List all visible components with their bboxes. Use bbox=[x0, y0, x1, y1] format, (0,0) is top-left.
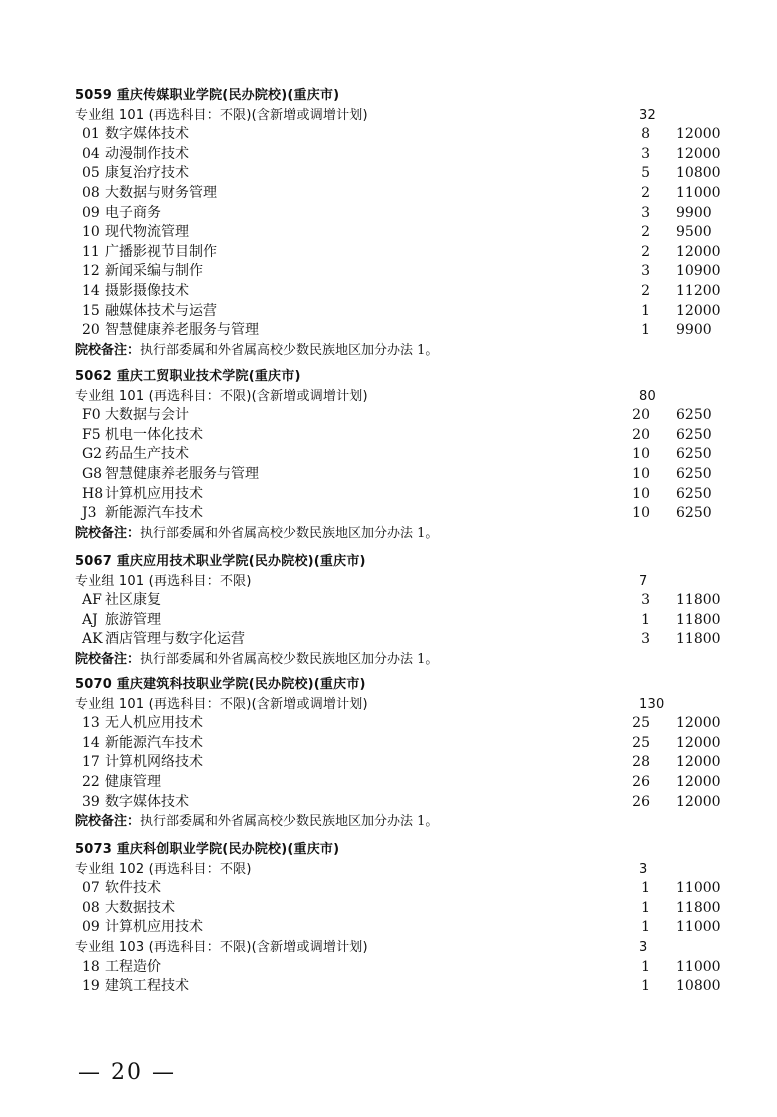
major-row bbox=[75, 958, 735, 978]
college-note bbox=[75, 812, 735, 832]
major-code: 20 bbox=[82, 322, 100, 339]
major-group bbox=[75, 938, 735, 958]
major-row bbox=[75, 485, 735, 505]
major-name: 新能源汽车技术 bbox=[105, 505, 203, 522]
major-row bbox=[75, 204, 735, 224]
major-fee: 11800 bbox=[676, 899, 721, 916]
note-text: 执行部委属和外省属高校少数民族地区加分办法 1。 bbox=[140, 814, 439, 830]
major-count: 20 bbox=[632, 407, 650, 424]
major-fee: 11000 bbox=[676, 184, 721, 201]
college-note bbox=[75, 650, 735, 670]
group-count: 3 bbox=[639, 939, 648, 955]
note-text: 执行部委属和外省属高校少数民族地区加分办法 1。 bbox=[140, 651, 439, 667]
major-count: 25 bbox=[632, 734, 650, 751]
major-name: 康复治疗技术 bbox=[105, 165, 189, 182]
major-group bbox=[75, 387, 735, 407]
major-row bbox=[75, 282, 735, 302]
college-header: 5062 重庆工贸职业技术学院(重庆市) bbox=[75, 369, 301, 384]
major-code: 07 bbox=[82, 880, 100, 897]
major-code: 09 bbox=[82, 919, 100, 936]
major-name: 旅游管理 bbox=[105, 611, 161, 628]
major-row bbox=[75, 465, 735, 485]
major-row bbox=[75, 918, 735, 938]
group-count: 3 bbox=[639, 861, 648, 877]
major-row bbox=[75, 262, 735, 282]
group-name: 专业组 101 (再选科目：不限)(含新增或调增计划) bbox=[75, 696, 368, 712]
major-row bbox=[75, 591, 735, 611]
major-fee: 9900 bbox=[676, 204, 712, 221]
college-header: 5059 重庆传媒职业学院(民办院校)(重庆市) bbox=[75, 88, 340, 103]
major-code: 04 bbox=[82, 145, 100, 162]
major-name: 大数据与财务管理 bbox=[105, 184, 217, 201]
major-row bbox=[75, 714, 735, 734]
major-fee: 10800 bbox=[676, 165, 721, 182]
major-name: 酒店管理与数字化运营 bbox=[105, 631, 245, 648]
major-row bbox=[75, 445, 735, 465]
major-fee: 12000 bbox=[676, 734, 721, 751]
major-code: 14 bbox=[82, 282, 100, 299]
group-count: 32 bbox=[639, 107, 656, 123]
major-row bbox=[75, 899, 735, 919]
group-count: 130 bbox=[639, 696, 665, 712]
major-fee: 12000 bbox=[676, 243, 721, 260]
major-fee: 9900 bbox=[676, 322, 712, 339]
major-name: 计算机网络技术 bbox=[105, 754, 203, 771]
major-count: 10 bbox=[632, 465, 650, 482]
major-fee: 11800 bbox=[676, 611, 721, 628]
major-row bbox=[75, 125, 735, 145]
major-name: 机电一体化技术 bbox=[105, 426, 203, 443]
major-fee: 9500 bbox=[676, 224, 712, 241]
major-count: 5 bbox=[641, 165, 650, 182]
major-fee: 12000 bbox=[676, 302, 721, 319]
major-name: 工程造价 bbox=[105, 958, 161, 975]
major-code: 11 bbox=[82, 243, 100, 260]
major-code: 09 bbox=[82, 204, 100, 221]
major-fee: 12000 bbox=[676, 715, 721, 732]
major-count: 10 bbox=[632, 485, 650, 502]
major-code: F0 bbox=[82, 407, 101, 424]
major-name: 社区康复 bbox=[105, 592, 161, 609]
group-name: 专业组 101 (再选科目：不限)(含新增或调增计划) bbox=[75, 388, 368, 404]
major-group bbox=[75, 106, 735, 126]
major-fee: 6250 bbox=[676, 505, 712, 522]
major-row bbox=[75, 426, 735, 446]
major-code: 13 bbox=[82, 715, 100, 732]
major-name: 计算机应用技术 bbox=[105, 485, 203, 502]
note-label: 院校备注： bbox=[75, 342, 141, 358]
major-fee: 10800 bbox=[676, 978, 721, 995]
major-count: 2 bbox=[641, 282, 650, 299]
major-name: 无人机应用技术 bbox=[105, 715, 203, 732]
major-count: 2 bbox=[641, 184, 650, 201]
major-count: 1 bbox=[641, 958, 650, 975]
major-fee: 12000 bbox=[676, 773, 721, 790]
note-label: 院校备注： bbox=[75, 651, 141, 667]
major-code: 10 bbox=[82, 224, 100, 241]
major-fee: 11000 bbox=[676, 958, 721, 975]
major-code: G8 bbox=[82, 465, 103, 482]
major-count: 3 bbox=[641, 631, 650, 648]
group-name: 专业组 102 (再选科目：不限) bbox=[75, 861, 252, 877]
group-name: 专业组 101 (再选科目：不限)(含新增或调增计划) bbox=[75, 107, 368, 123]
major-code: 22 bbox=[82, 773, 100, 790]
college-block-5062 bbox=[75, 367, 735, 543]
major-code: 14 bbox=[82, 734, 100, 751]
major-code: J3 bbox=[82, 505, 97, 522]
major-row bbox=[75, 977, 735, 997]
group-count: 7 bbox=[639, 573, 648, 589]
major-count: 1 bbox=[641, 919, 650, 936]
major-code: AJ bbox=[82, 611, 98, 628]
note-label: 院校备注： bbox=[75, 525, 141, 541]
major-count: 28 bbox=[632, 754, 650, 771]
major-count: 1 bbox=[641, 899, 650, 916]
major-row bbox=[75, 793, 735, 813]
major-row bbox=[75, 504, 735, 524]
major-fee: 11000 bbox=[676, 919, 721, 936]
major-code: 17 bbox=[82, 754, 100, 771]
major-group bbox=[75, 860, 735, 880]
major-fee: 6250 bbox=[676, 407, 712, 424]
major-row bbox=[75, 611, 735, 631]
group-count: 80 bbox=[639, 388, 656, 404]
major-name: 电子商务 bbox=[105, 204, 161, 221]
major-code: H8 bbox=[82, 485, 104, 502]
major-count: 1 bbox=[641, 322, 650, 339]
college-header: 5070 重庆建筑科技职业学院(民办院校)(重庆市) bbox=[75, 677, 366, 692]
major-fee: 11200 bbox=[676, 282, 721, 299]
major-code: 08 bbox=[82, 184, 100, 201]
major-count: 1 bbox=[641, 611, 650, 628]
major-row bbox=[75, 753, 735, 773]
major-name: 建筑工程技术 bbox=[105, 978, 189, 995]
major-name: 智慧健康养老服务与管理 bbox=[105, 465, 259, 482]
major-fee: 12000 bbox=[676, 754, 721, 771]
major-row bbox=[75, 302, 735, 322]
major-code: G2 bbox=[82, 446, 103, 463]
major-code: 08 bbox=[82, 899, 100, 916]
major-name: 软件技术 bbox=[105, 880, 161, 897]
major-group bbox=[75, 695, 735, 715]
major-code: 18 bbox=[82, 958, 100, 975]
major-name: 药品生产技术 bbox=[105, 446, 189, 463]
page-number: — 20 — bbox=[78, 1060, 176, 1085]
major-count: 1 bbox=[641, 880, 650, 897]
college-header: 5073 重庆科创职业学院(民办院校)(重庆市) bbox=[75, 842, 340, 857]
major-count: 8 bbox=[641, 126, 650, 143]
major-fee: 6250 bbox=[676, 426, 712, 443]
major-name: 大数据技术 bbox=[105, 899, 175, 916]
major-code: 01 bbox=[82, 126, 100, 143]
major-row bbox=[75, 243, 735, 263]
major-fee: 11800 bbox=[676, 592, 721, 609]
major-count: 26 bbox=[632, 793, 650, 810]
major-name: 大数据与会计 bbox=[105, 407, 189, 424]
major-name: 广播影视节目制作 bbox=[105, 243, 217, 260]
major-count: 3 bbox=[641, 263, 650, 280]
major-fee: 6250 bbox=[676, 446, 712, 463]
major-name: 新能源汽车技术 bbox=[105, 734, 203, 751]
major-row bbox=[75, 184, 735, 204]
major-fee: 11000 bbox=[676, 880, 721, 897]
note-text: 执行部委属和外省属高校少数民族地区加分办法 1。 bbox=[140, 342, 439, 358]
major-fee: 10900 bbox=[676, 263, 721, 280]
major-row bbox=[75, 145, 735, 165]
major-name: 摄影摄像技术 bbox=[105, 282, 189, 299]
major-name: 数字媒体技术 bbox=[105, 126, 189, 143]
major-name: 新闻采编与制作 bbox=[105, 263, 203, 280]
major-count: 1 bbox=[641, 978, 650, 995]
major-code: 05 bbox=[82, 165, 100, 182]
major-count: 10 bbox=[632, 446, 650, 463]
major-row bbox=[75, 406, 735, 426]
major-count: 10 bbox=[632, 505, 650, 522]
note-label: 院校备注： bbox=[75, 814, 141, 830]
major-group bbox=[75, 572, 735, 592]
major-name: 计算机应用技术 bbox=[105, 919, 203, 936]
major-row bbox=[75, 879, 735, 899]
major-fee: 11800 bbox=[676, 631, 721, 648]
major-count: 2 bbox=[641, 224, 650, 241]
major-count: 3 bbox=[641, 145, 650, 162]
group-name: 专业组 103 (再选科目：不限)(含新增或调增计划) bbox=[75, 939, 368, 955]
major-fee: 6250 bbox=[676, 485, 712, 502]
major-fee: 6250 bbox=[676, 465, 712, 482]
note-text: 执行部委属和外省属高校少数民族地区加分办法 1。 bbox=[140, 525, 439, 541]
major-name: 健康管理 bbox=[105, 773, 161, 790]
major-count: 3 bbox=[641, 204, 650, 221]
major-code: 19 bbox=[82, 978, 100, 995]
major-fee: 12000 bbox=[676, 126, 721, 143]
major-count: 1 bbox=[641, 302, 650, 319]
major-row bbox=[75, 734, 735, 754]
college-note bbox=[75, 341, 735, 361]
major-row bbox=[75, 164, 735, 184]
major-code: AF bbox=[82, 592, 102, 609]
major-row bbox=[75, 321, 735, 341]
major-name: 现代物流管理 bbox=[105, 224, 189, 241]
major-code: 12 bbox=[82, 263, 100, 280]
major-fee: 12000 bbox=[676, 793, 721, 810]
college-header: 5067 重庆应用技术职业学院(民办院校)(重庆市) bbox=[75, 554, 366, 569]
major-code: AK bbox=[82, 631, 103, 648]
major-count: 2 bbox=[641, 243, 650, 260]
college-block-5059 bbox=[75, 86, 735, 360]
major-row bbox=[75, 630, 735, 650]
major-count: 25 bbox=[632, 715, 650, 732]
major-code: F5 bbox=[82, 426, 101, 443]
major-name: 智慧健康养老服务与管理 bbox=[105, 322, 259, 339]
major-name: 动漫制作技术 bbox=[105, 145, 189, 162]
college-block-5070 bbox=[75, 675, 735, 832]
college-block-5067 bbox=[75, 552, 735, 670]
major-count: 26 bbox=[632, 773, 650, 790]
college-note bbox=[75, 524, 735, 544]
major-code: 15 bbox=[82, 302, 100, 319]
college-block-5073 bbox=[75, 840, 735, 997]
major-name: 数字媒体技术 bbox=[105, 793, 189, 810]
major-count: 20 bbox=[632, 426, 650, 443]
major-fee: 12000 bbox=[676, 145, 721, 162]
major-code: 39 bbox=[82, 793, 100, 810]
group-name: 专业组 101 (再选科目：不限) bbox=[75, 573, 252, 589]
major-row bbox=[75, 223, 735, 243]
major-count: 3 bbox=[641, 592, 650, 609]
major-row bbox=[75, 773, 735, 793]
major-name: 融媒体技术与运营 bbox=[105, 302, 217, 319]
